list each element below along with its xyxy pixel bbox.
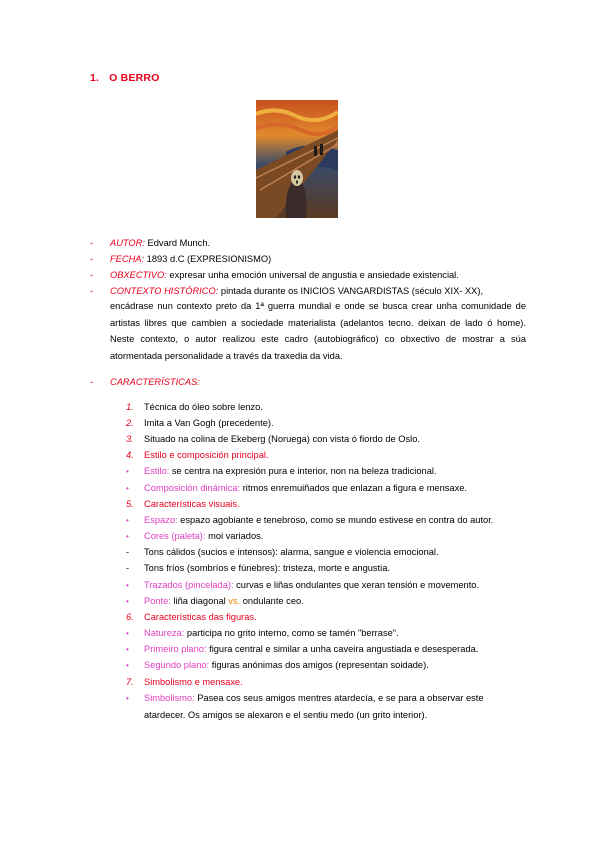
fecha-row: - FECHA: 1893 d.C (EXPRESIONISMO) — [90, 254, 272, 264]
list-item: • Ponte: liña diagonal vs. ondulante ceo. — [126, 596, 304, 606]
list-item: • — [126, 694, 129, 703]
autor-row: - AUTOR: Edvard Munch. — [90, 238, 211, 248]
caracteristicas-row: - CARACTERÍSTICAS: — [90, 377, 200, 387]
list-item: 3. Situado na colina de Ekeberg (Noruega) con vista ó fiordo de Oslo. — [126, 434, 420, 444]
obxectivo-value: expresar unha emoción universal de angustia e ansiedade existencial. — [166, 270, 459, 280]
contexto-row: - CONTEXTO HISTÓRICO: pintada durante os INICIOS VANGARDISTAS (século XIX- XX), — [90, 286, 484, 296]
contexto-paragraph — [110, 298, 526, 364]
section-title — [90, 72, 160, 84]
list-item: 1. Técnica do óleo sobre lenzo. — [126, 402, 263, 412]
list-item: • Composición dinámica: ritmos enremuiñados que enlazan a figura e mensaxe. — [126, 483, 467, 493]
autor-value: Edvard Munch. — [144, 238, 211, 248]
autor-label: AUTOR: — [110, 238, 145, 248]
list-item: • Estilo: se centra na expresión pura e interior, non na beleza tradicional. — [126, 466, 437, 476]
list-item: • Espazo: espazo agobiante e tenebroso, como se mundo estivese en contra do autor. — [126, 515, 494, 525]
list-item: 2. Imita a Van Gogh (precedente). — [126, 418, 274, 428]
fecha-value: 1893 d.C (EXPRESIONISMO) — [144, 254, 272, 264]
contexto-label: CONTEXTO HISTÓRICO: — [110, 286, 219, 296]
contexto-text: encádrase nun contexto preto da 1ª guerra mundial e onde se busca crear unha comunidade de artistas libres que cambien a sociedade materialista (adelantos tecno. deixan de lado ó home). Neste contexto, o autor realizou este cadro (autobiográfico) co obxectivo de mostrar a súa atormentada personalidade a través da traxedia da vida. — [110, 301, 526, 361]
list-item: • Primeiro plano: figura central e similar a unha caveira angustiada e desesperada. — [126, 644, 479, 654]
list-item: • Segundo plano: figuras anónimas dos amigos (representan soidade). — [126, 660, 429, 670]
fecha-label: FECHA: — [110, 254, 145, 264]
list-item: 4. Estilo e composición principal. — [126, 450, 269, 460]
list-item: - Tons fríos (sombríos e fúnebres): tristeza, morte e angustia. — [126, 563, 390, 573]
the-scream-painting — [256, 100, 338, 218]
section-number: 1. — [90, 72, 100, 84]
caracteristicas-label: CARACTERÍSTICAS: — [110, 377, 200, 387]
list-item: 5. Características visuais. — [126, 499, 240, 509]
section-title-text: O BERRO — [109, 72, 160, 84]
list-item: • Cores (paleta): moi variados. — [126, 531, 264, 541]
obxectivo-label: OBXECTIVO: — [110, 270, 167, 280]
obxectivo-row: - OBXECTIVO: expresar unha emoción universal de angustia e ansiedade existencial. — [90, 270, 459, 280]
list-item: 6. Características das figuras. — [126, 612, 257, 622]
contexto-line1: pintada durante os INICIOS VANGARDISTAS (século XIX- XX), — [218, 286, 484, 296]
simbolismo-paragraph: Simbolismo: Pasea cos seus amigos mentres atardecía, e se para a observar este atardecer. Os amigos se alexaron e el sentiu medo (un grito interior). — [144, 693, 484, 720]
list-item: - Tons cálidos (sucios e intensos): alarma, sangue e violencia emocional. — [126, 547, 439, 557]
list-item: • Natureza: participa no grito interno, como se tamén "berrase". — [126, 628, 399, 638]
list-item: • Trazados (pincelada): curvas e liñas ondulantes que xeran tensión e movemento. — [126, 580, 480, 590]
list-item: 7. Simbolismo e mensaxe. — [126, 677, 243, 687]
